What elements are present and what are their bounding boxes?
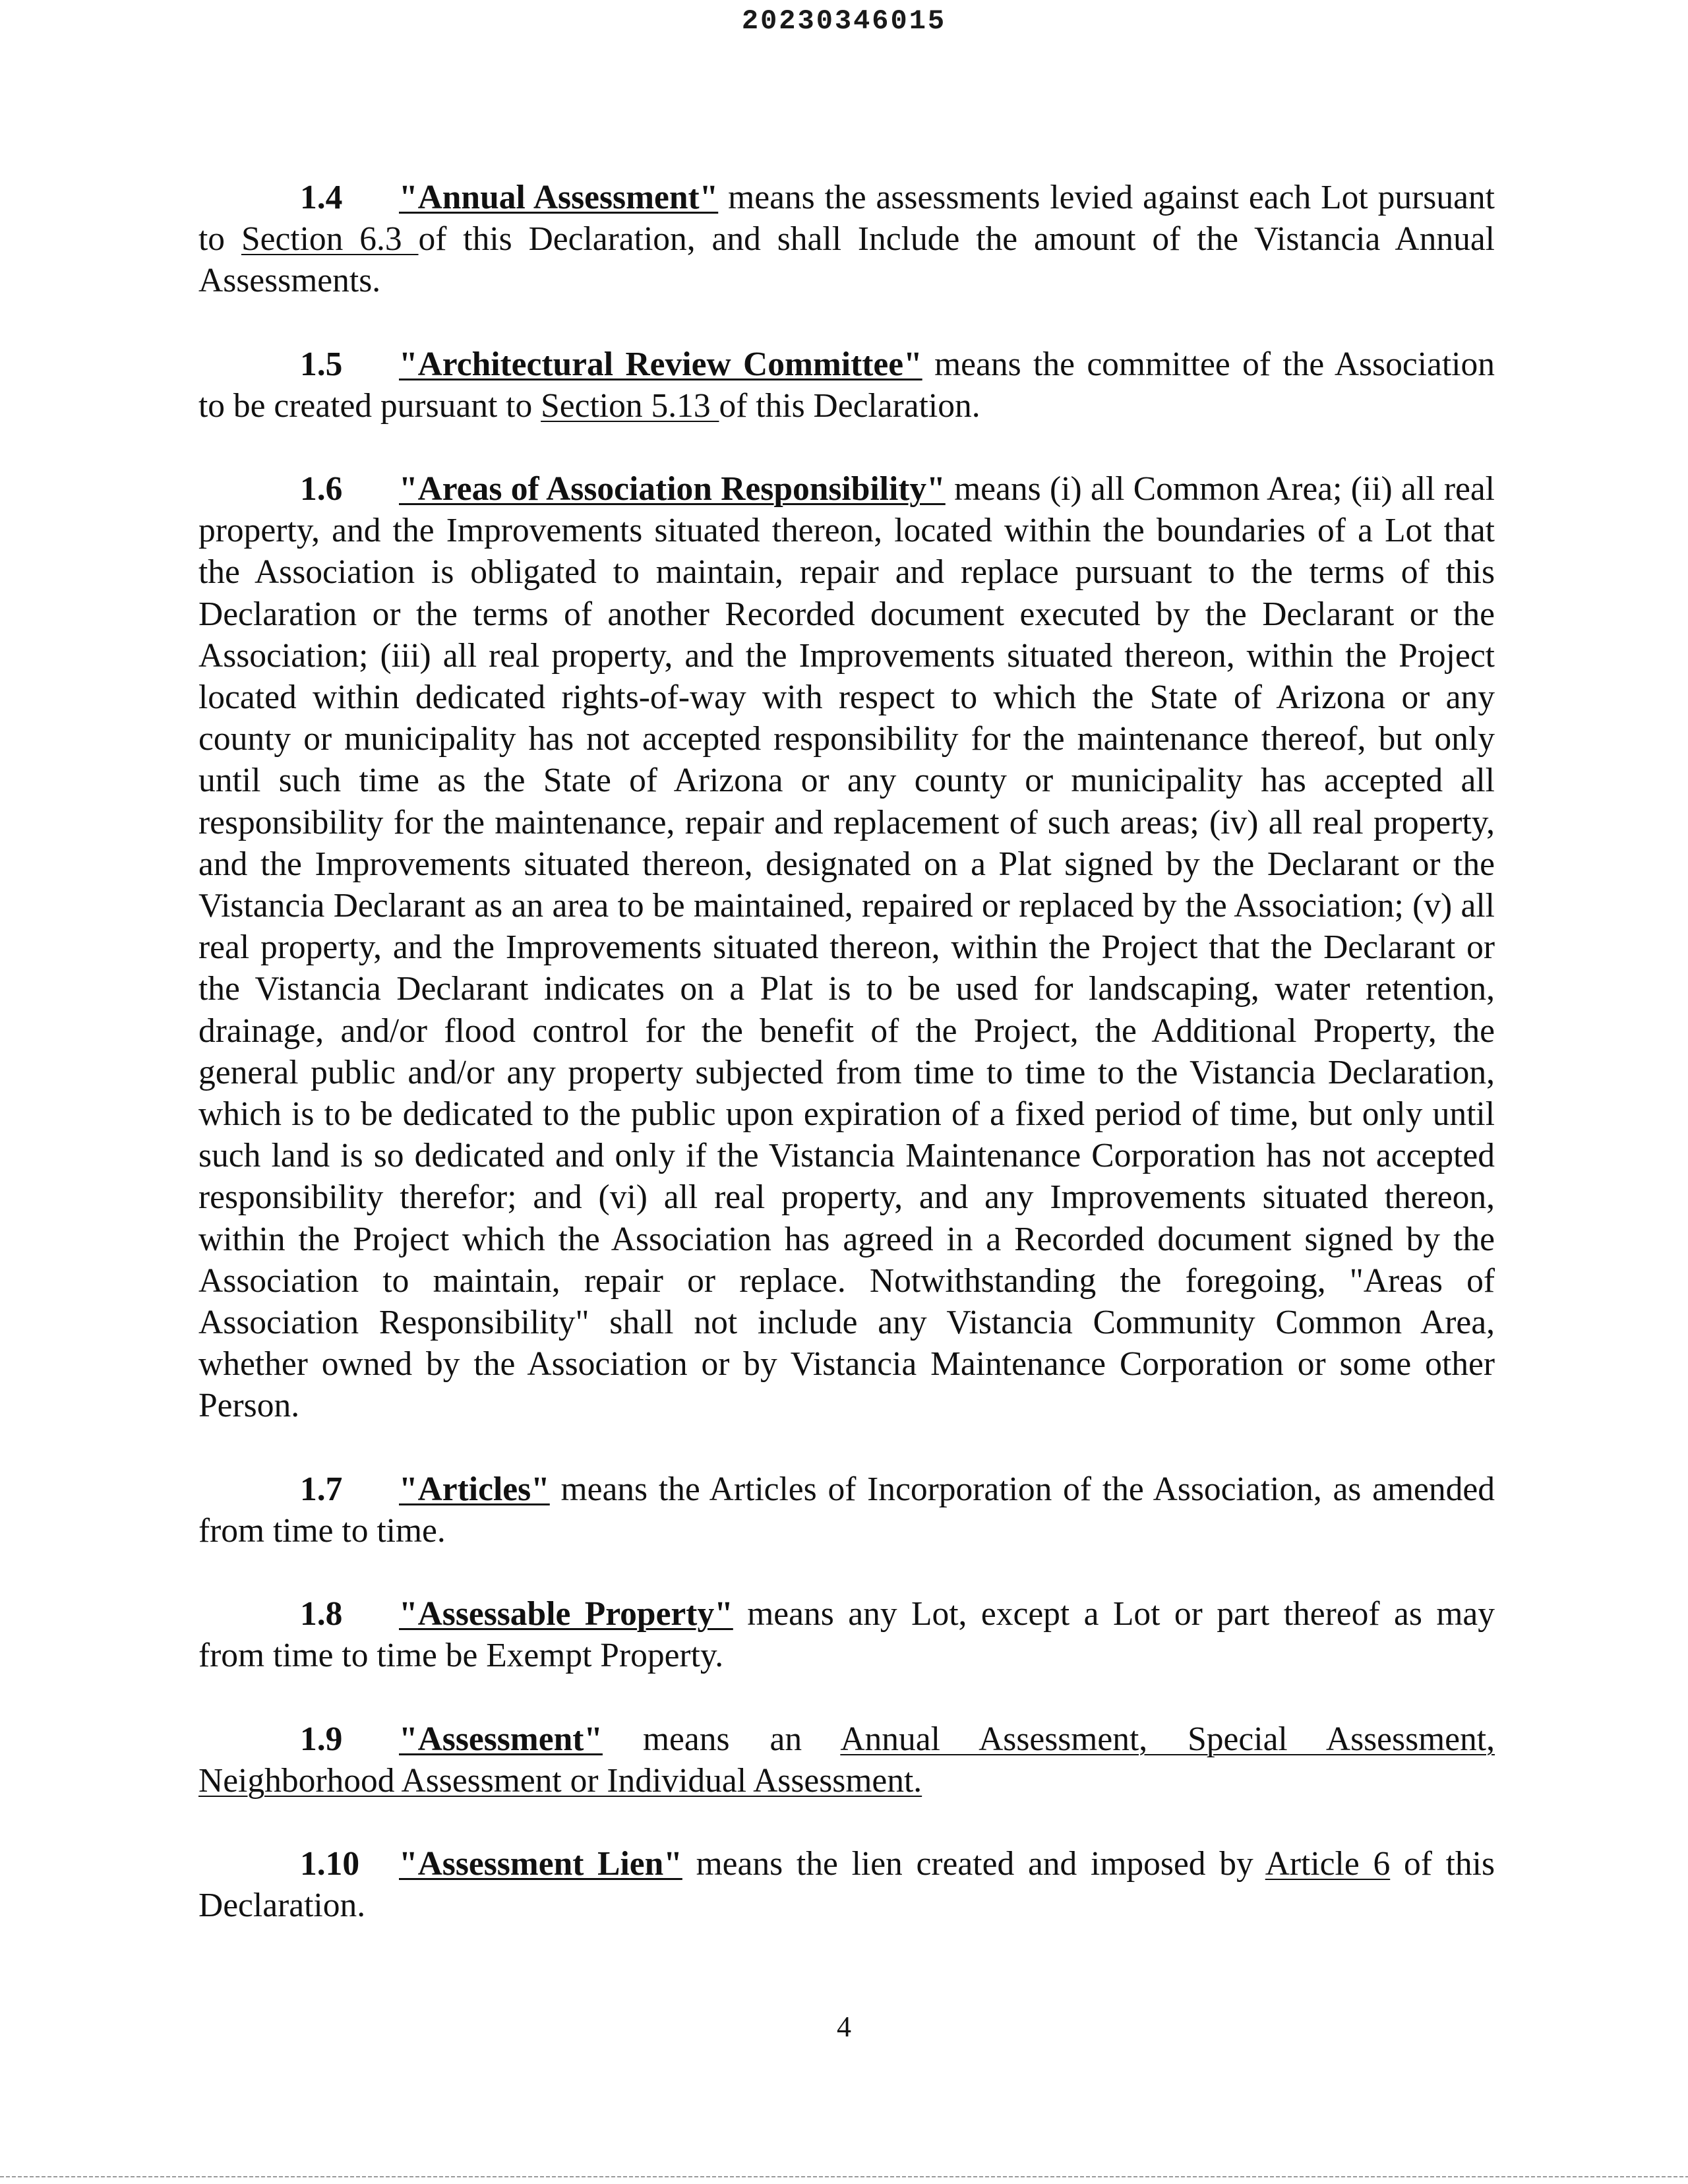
- section-1-5: [198, 344, 1495, 427]
- section-text: means the lien created and imposed by: [682, 1844, 1265, 1883]
- recording-number: 20230346015: [741, 5, 947, 37]
- section-number: 1.4: [300, 179, 343, 216]
- section-number: 1.6: [300, 470, 343, 508]
- section-number: 1.10: [300, 1844, 360, 1883]
- defined-term: "Assessable Property": [399, 1595, 733, 1633]
- section-text: means the assessments levied against each Lot pursuant to: [198, 179, 1495, 258]
- defined-term: "Architectural Review Committee": [399, 345, 922, 383]
- section-text: means an: [602, 1720, 841, 1758]
- section-text: means (i) all Common Area; (ii) all real property, and the Improvements situated thereon, located within the boundaries of a Lot that the Association is obligated to maintain, repair and replace pursuant to the terms of this Declaration or the terms of another Recorded document executed by the Declarant or the Association; (iii) all real property, and the Improvements situated thereon, within the Project located within dedicated rights-of-way with respect to which the State of Arizona or any county or municipality has not accepted responsibility for the maintenance thereof, but only until such time as the State of Arizona or any county or municipality has accepted all responsibility for the maintenance, repair and replacement of such areas; (iv) all real property, and the Improvements situated thereon, designated on a Plat signed by the Declarant or the Vistancia Declarant as an area to be maintained, repaired or replaced by the Association; (v) all real property, and the Improvements situated thereon, within the Project that the Declarant or the Vistancia Declarant indicates on a Plat is to be used for landscaping, water retention, drainage, and/or flood control for the benefit of the Project, the Additional Property, the general public and/or any property subjected from time to time to the Vistancia Declaration, which is to be dedicated to the public upon expiration of a fixed period of time, but only until such land is so dedicated and only if the Vistancia Maintenance Corporation has not accepted responsibility therefor; and (vi) all real property, and any Improvements situated thereon, within the Project which the Association has agreed in a Recorded document signed by the Association to maintain, repair or replace. Notwithstanding the foregoing, "Areas of Association Responsibility" shall not include any Vistancia Community Common Area, whether owned by the Association or by Vistancia Maintenance Corporation or some other Person.: [198, 470, 1495, 1425]
- section-reference: Section 6.3: [241, 220, 419, 258]
- section-1-7: [198, 1469, 1495, 1552]
- section-number: 1.9: [300, 1720, 343, 1758]
- defined-term: "Annual Assessment": [399, 179, 719, 216]
- section-reference: Annual Assessment, Special Assessment, Neighborhood Assessment or Individual Assessment.: [198, 1720, 1495, 1800]
- defined-term: "Assessment Lien": [399, 1844, 682, 1883]
- section-reference: Section 5.13: [541, 386, 719, 425]
- section-1-9: [198, 1718, 1495, 1802]
- document-body: [198, 177, 1495, 1926]
- defined-term: "Assessment": [399, 1720, 603, 1758]
- section-1-4: [198, 177, 1495, 302]
- section-1-8: [198, 1593, 1495, 1676]
- section-1-6: [198, 468, 1495, 1427]
- section-reference: Article 6: [1265, 1844, 1391, 1883]
- footer-divider: [0, 2176, 1688, 2177]
- section-number: 1.5: [300, 345, 343, 383]
- section-text: of this Declaration, and shall Include the amount of the Vistancia Annual Assessments.: [198, 220, 1495, 300]
- section-text: means the Articles of Incorporation of the Association, as amended from time to time.: [198, 1470, 1495, 1550]
- page-number: 4: [837, 2011, 851, 2043]
- section-text: means the committee of the Association to be created pursuant to: [198, 345, 1495, 425]
- section-text: of this Declaration.: [198, 1844, 1495, 1925]
- defined-term: "Areas of Association Responsibility": [399, 470, 946, 508]
- section-number: 1.8: [300, 1595, 343, 1633]
- defined-term: "Articles": [399, 1470, 550, 1508]
- section-1-10: [198, 1843, 1495, 1926]
- section-text: of this Declaration.: [719, 386, 980, 425]
- section-number: 1.7: [300, 1470, 343, 1508]
- section-text: means any Lot, except a Lot or part thereof as may from time to time be Exempt Property.: [198, 1595, 1495, 1675]
